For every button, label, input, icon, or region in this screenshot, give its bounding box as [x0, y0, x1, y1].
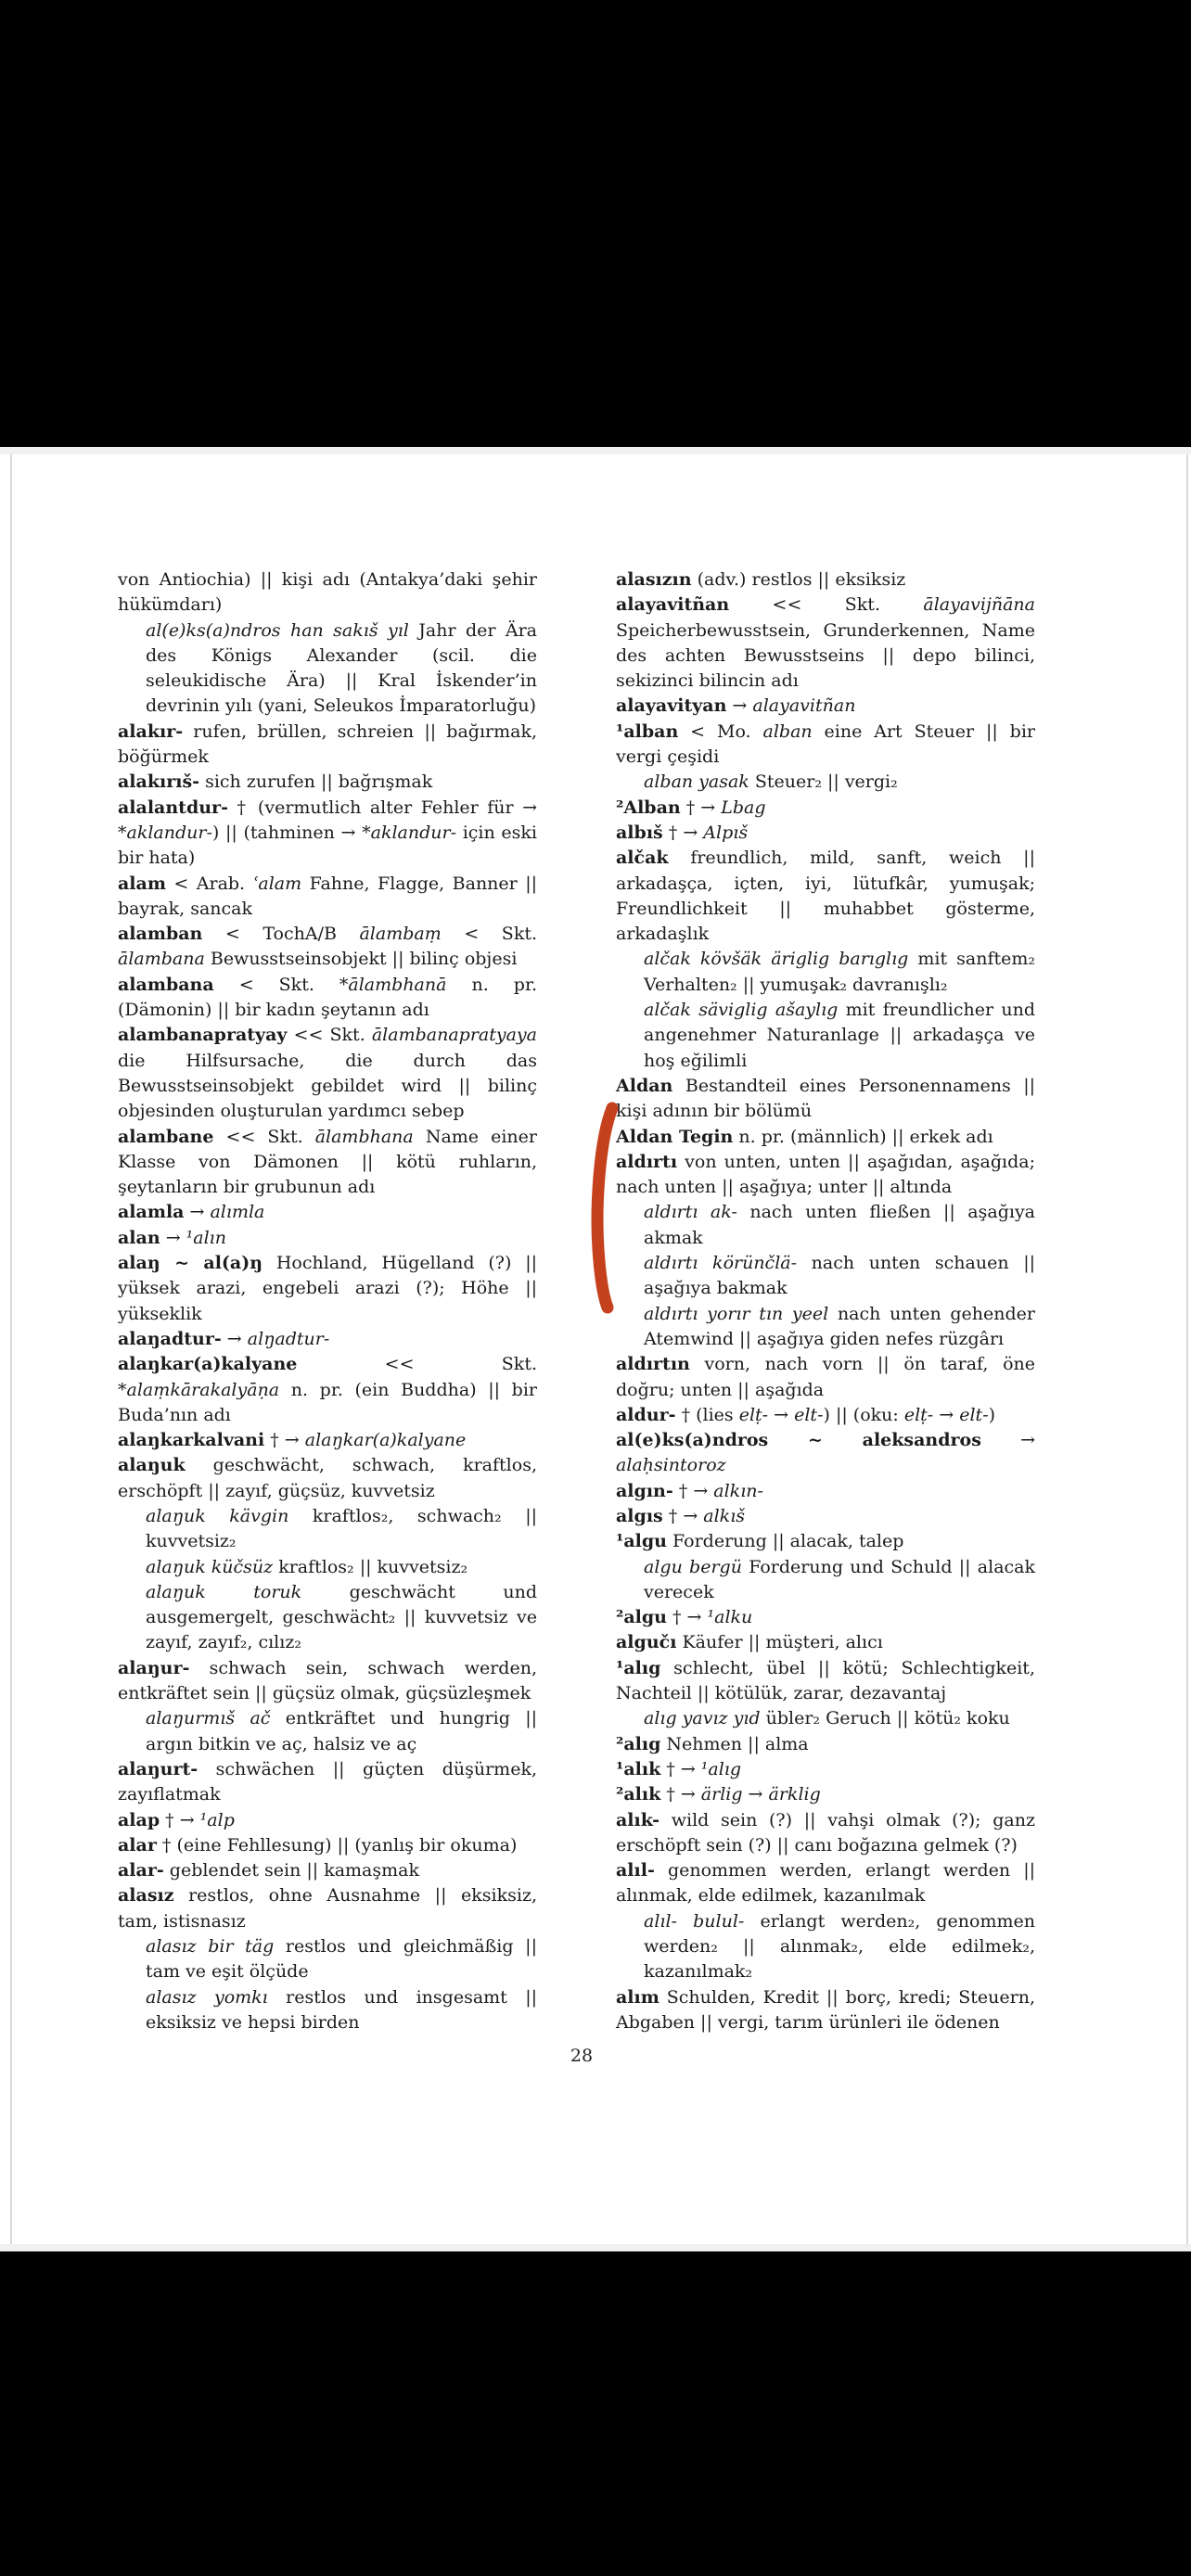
italic-text: alaŋuk küčsüz [146, 1556, 274, 1577]
gloss-text: → [933, 1404, 960, 1425]
gloss-text: << Skt. [213, 1126, 315, 1147]
gloss-text: < TochA/B [202, 924, 360, 945]
italic-text: elṭ- [903, 1404, 934, 1425]
text-column-left [118, 567, 537, 2035]
dictionary-entry [616, 1782, 1035, 1807]
red-pen-stroke [597, 1108, 612, 1307]
italic-text: Lbag [721, 797, 766, 818]
gloss-text: † (lies [675, 1404, 739, 1425]
dictionary-entry [616, 1656, 1035, 1707]
italic-text: ʿalam [252, 873, 302, 894]
gloss-text: → [726, 695, 753, 717]
gloss-text: † → [160, 1809, 200, 1830]
italic-text: alasız bir täg [146, 1936, 275, 1958]
gloss-text: entkräftet und hungrig || argın bitkin ve aç, halsiz ve aç [146, 1708, 537, 1754]
dictionary-entry [118, 1757, 537, 1808]
gloss-text: restlos und gleichmäßig || tam ve eşit ölçüde [146, 1936, 537, 1983]
headword: alasız [118, 1885, 174, 1906]
gloss-text: ) || (oku: [823, 1404, 904, 1425]
gloss-text: Hochland, Hügelland (?) || yüksek arazi, engebeli arazi (?); Höhe || yükseklik [118, 1253, 538, 1324]
headword: aldırtı [616, 1151, 678, 1172]
italic-text: alŋadtur- [247, 1328, 330, 1349]
dictionary-entry [118, 872, 537, 923]
dictionary-subentry [644, 770, 1035, 795]
gloss-text: † → [666, 1607, 708, 1628]
italic-text: ālambanapratyaya [371, 1025, 537, 1046]
dictionary-subentry [146, 1934, 537, 1985]
headword: ²alıg [616, 1733, 661, 1754]
headword: Aldan Tegin [616, 1126, 734, 1147]
headword: alaŋkarkalvani [118, 1430, 265, 1451]
dictionary-entry [118, 1453, 537, 1504]
italic-text: alayavitñan [752, 695, 856, 717]
headword: alaŋ ~ al(a)ŋ [118, 1253, 263, 1274]
gloss-text: → [221, 1328, 248, 1349]
headword: alap [118, 1809, 160, 1830]
gloss-text: † → [264, 1430, 305, 1451]
page-bottom-shadow [0, 2244, 1191, 2251]
gloss-text: Steuer₂ || vergi₂ [749, 772, 898, 793]
italic-text: alıl- bulul- [644, 1910, 745, 1932]
gloss-text: Bestandteil eines Personennamens || kişi adının bir bölümü [616, 1075, 1035, 1122]
dictionary-entry [118, 1352, 537, 1428]
headword: alıl- [616, 1860, 655, 1881]
dictionary-entry [616, 720, 1035, 771]
dictionary-entry [118, 1125, 537, 1201]
page-edge-left [10, 447, 12, 2251]
gloss-text: → [768, 1404, 795, 1425]
gloss-text: mit sanftem₂ Verhalten₂ || yumuşak₂ davranışlı₂ [644, 949, 1035, 995]
headword: algıs [616, 1505, 663, 1526]
gloss-text: kraftlos₂, schwach₂ || kuvvetsiz₂ [146, 1505, 537, 1552]
headword: alım [616, 1986, 660, 2008]
italic-text: alčak säviglig ašaylıg [644, 1000, 839, 1021]
dictionary-subentry [146, 1985, 537, 2036]
dictionary-entry [118, 1251, 537, 1327]
gloss-text: restlos, ohne Ausnahme || eksiksiz, tam, istisnasız [118, 1885, 537, 1932]
dictionary-subentry [146, 1580, 537, 1656]
dictionary-subentry [644, 1302, 1035, 1353]
italic-text: elt- [794, 1404, 824, 1425]
dictionary-entry [616, 1428, 1035, 1479]
dictionary-subentry [644, 1555, 1035, 1606]
headword: alık- [616, 1809, 660, 1830]
dictionary-subentry [644, 1706, 1035, 1731]
dictionary-entry [118, 1858, 537, 1883]
headword: alar [118, 1834, 157, 1855]
dictionary-entry [118, 1327, 537, 1352]
italic-text: ālambana [118, 949, 205, 970]
gloss-text: rufen, brüllen, schreien || bağırmak, böğürmek [118, 721, 537, 768]
gloss-text: † → [660, 1758, 701, 1779]
italic-text: alaŋuk toruk [146, 1581, 302, 1602]
gloss-text: von unten, unten || aşağıdan, aşağıda; nach unten || aşağıya; unter || altında [616, 1151, 1035, 1198]
italic-text: ¹alın [186, 1227, 226, 1248]
letterbox-bottom [0, 2251, 1191, 2576]
gloss-text: nach unten schauen || aşağıya bakmak [644, 1253, 1035, 1299]
dictionary-subentry [146, 1555, 537, 1580]
dictionary-entry [616, 567, 1035, 593]
headword: ¹alıg [616, 1657, 661, 1678]
gloss-text: Schulden, Kredit || borç, kredi; Steuern, Abgaben || vergi, tarım ürünleri ile ödenen [616, 1986, 1035, 2033]
gloss-text: Jahr der Ära des Königs Alexander (scil. die seleukidische Ära) || Kral İskender’in devrinin yılı (yani, Seleukos İmparatorluğu) [146, 619, 537, 717]
dictionary-entry [616, 1630, 1035, 1655]
italic-text: elṭ- [738, 1404, 769, 1425]
headword: alambanapratyay [118, 1025, 288, 1046]
headword: ¹algu [616, 1531, 667, 1552]
dictionary-entry [118, 1200, 537, 1225]
gloss-text: übler₂ Geruch || kötü₂ koku [760, 1708, 1010, 1729]
italic-text: ālambhanā [348, 974, 447, 995]
headword: alaŋkar(a)kalyane [118, 1354, 298, 1375]
italic-text: alıg yavız yıd [644, 1708, 761, 1729]
dictionary-entry [616, 1808, 1035, 1859]
headword: Aldan [616, 1075, 673, 1096]
gloss-text: die Hilfsursache, die durch das Bewusstseinsobjekt gebildet wird || bilinç objesinden oluşturulan yardımcı sebep [118, 1050, 537, 1122]
italic-text: ālayavijñāna [923, 594, 1035, 616]
dictionary-entry [616, 1125, 1035, 1150]
dictionary-entry [616, 1985, 1035, 2036]
italic-text: aklandur- [126, 822, 212, 843]
headword: alaŋur- [118, 1657, 190, 1678]
gloss-text: † (vermutlich alter Fehler für → * [118, 797, 537, 843]
gloss-text: << Skt. * [118, 1354, 537, 1400]
gloss-text: schwach sein, schwach werden, entkräftet sein || güçsüz olmak, güçsüzleşmek [118, 1657, 537, 1704]
headword: ¹alık [616, 1758, 661, 1779]
gloss-text: restlos und insgesamt || eksiksiz ve hepsi birden [146, 1986, 538, 2033]
gloss-text: mit freundlicher und angenehmer Naturanlage || arkadaşça ve hoş eğilimli [644, 1000, 1035, 1071]
dictionary-subentry [146, 618, 537, 720]
dictionary-entry [118, 1428, 537, 1453]
gloss-text: Käufer || müşteri, alıcı [676, 1632, 883, 1653]
gloss-text: < Skt. [441, 924, 538, 945]
gloss-text: < Mo. [678, 721, 763, 742]
dictionary-entry [118, 1023, 537, 1124]
letterbox-top [0, 0, 1191, 447]
dictionary-entry [118, 922, 537, 973]
gloss-text: † → [680, 797, 722, 818]
italic-text: alımla [210, 1202, 265, 1223]
italic-text: aldırtı ak- [644, 1202, 737, 1223]
gloss-text: → [184, 1202, 211, 1223]
dictionary-entry [118, 567, 537, 618]
dictionary-subentry [644, 998, 1035, 1074]
dictionary-entry [616, 1605, 1035, 1630]
italic-text: al(e)ks(a)ndros han sakıš yıl [146, 619, 409, 641]
italic-text: alkıš [703, 1505, 746, 1526]
headword: alaŋurt- [118, 1758, 198, 1779]
headword: ²algu [616, 1607, 667, 1628]
dictionary-subentry [146, 1706, 537, 1757]
italic-text: algu bergü [644, 1556, 742, 1577]
dictionary-entry [118, 1808, 537, 1833]
gloss-text: n. pr. (Dämonin) || bir kadın şeytanın adı [118, 974, 537, 1021]
gloss-text: geschwächt, schwach, kraftlos, erschöpft || zayıf, güçsüz, kuvvetsiz [118, 1455, 537, 1501]
dictionary-entry [616, 1858, 1035, 1909]
dictionary-entry [118, 1883, 537, 1934]
italic-text: ärlig [700, 1784, 743, 1805]
dictionary-entry [118, 770, 537, 795]
dictionary-subentry [644, 1251, 1035, 1302]
headword: alan [118, 1227, 160, 1248]
gloss-text: † → [660, 1784, 701, 1805]
headword: algın- [616, 1480, 673, 1501]
dictionary-entry [118, 1833, 537, 1858]
gloss-text: < Arab. [165, 873, 253, 894]
gloss-text: → [742, 1784, 769, 1805]
headword: ¹alban [616, 721, 679, 742]
italic-text: alasız yomkı [146, 1986, 268, 2008]
dictionary-subentry [644, 1200, 1035, 1251]
gloss-text: schlecht, übel || kötü; Schlechtigkeit, Nachteil || kötülük, zarar, dezavantaj [616, 1657, 1035, 1704]
headword: alayavityan [616, 695, 727, 717]
gloss-text: << Skt. [729, 594, 924, 616]
italic-text: alkın- [713, 1480, 763, 1501]
dictionary-subentry [644, 947, 1035, 998]
gloss-text: freundlich, mild, sanft, weich || arkadaşça, içten, iyi, lütufkâr, yumuşak; Freundlichkeit || muhabbet gösterme, arkadaşlık [616, 848, 1035, 945]
gloss-text: † → [662, 822, 704, 843]
gloss-text: erlangt werden₂, genommen werden₂ || alınmak₂, elde edilmek₂, kazanılmak₂ [644, 1910, 1035, 1983]
dictionary-subentry [146, 1504, 537, 1555]
gloss-text: n. pr. (männlich) || erkek adı [733, 1126, 993, 1147]
gloss-text: † → [672, 1480, 714, 1501]
headword: ²Alban [616, 797, 681, 818]
dictionary-entry [616, 821, 1035, 846]
gloss-text: için eski bir hata) [118, 822, 537, 869]
dictionary-entry [118, 796, 537, 872]
headword: alambana [118, 974, 214, 995]
page-top-shadow [0, 447, 1191, 454]
dictionary-entry [616, 846, 1035, 947]
headword: alamla [118, 1202, 185, 1223]
text-column-right [616, 567, 1035, 2035]
gloss-text: wild sein (?) || vahşi olmak (?); ganz erschöpft sein (?) || canı boğazına gelmek (?) [616, 1809, 1035, 1855]
page-number: 28 [570, 2046, 594, 2066]
gloss-text: → [160, 1227, 186, 1248]
gloss-text: Forderung und Schuld || alacak verecek [644, 1556, 1036, 1602]
italic-text: ālambhana [314, 1126, 414, 1147]
headword: alayavitñan [616, 594, 730, 616]
gloss-text: von Antiochia) || kişi adı (Antakya’daki şehir hükümdarı) [118, 569, 537, 616]
dictionary-entry [616, 694, 1035, 719]
italic-text: alban [762, 721, 813, 742]
headword: alar- [118, 1860, 164, 1881]
dictionary-entry [616, 1504, 1035, 1529]
dictionary-entry [616, 1757, 1035, 1782]
gloss-text: geschwächt und ausgemergelt, geschwächt₂ || kuvvetsiz ve zayıf, zayıf₂, cılız₂ [146, 1581, 537, 1653]
gloss-text: † → [662, 1505, 704, 1526]
italic-text: aklandur- [370, 822, 457, 843]
gloss-text: ) [988, 1404, 996, 1425]
gloss-text: eine Art Steuer || bir vergi çeşidi [616, 721, 1035, 768]
gloss-text: Forderung || alacak, talep [666, 1531, 904, 1552]
italic-text: ärklig [768, 1784, 821, 1805]
gloss-text: nach unten gehender Atemwind || aşağıya giden nefes rüzgârı [644, 1303, 1036, 1349]
gloss-text: (adv.) restlos || eksiksiz [691, 569, 906, 590]
gloss-text: geblendet sein || kamaşmak [163, 1860, 419, 1881]
dictionary-entry [616, 1352, 1035, 1403]
headword: ²alık [616, 1784, 661, 1805]
headword: alčak [616, 848, 669, 869]
italic-text: alban yasak [644, 772, 749, 793]
headword: albıš [616, 822, 663, 843]
italic-text: ālambaṃ [359, 924, 442, 945]
gloss-text: sich zurufen || bağrışmak [199, 772, 433, 793]
headword: alakırıš- [118, 772, 200, 793]
page-edge-right [1186, 447, 1188, 2251]
dictionary-entry [616, 593, 1035, 694]
italic-text: ¹alp [199, 1809, 235, 1830]
gloss-text: † (eine Fehllesung) || (yanlış bir okuma) [156, 1834, 518, 1855]
headword: alamban [118, 924, 203, 945]
italic-text: alčak kövšäk äriglig barıglıg [644, 949, 909, 970]
dictionary-entry [616, 1150, 1035, 1201]
headword: alasızın [616, 569, 692, 590]
gloss-text: nach unten fließen || aşağıya akmak [644, 1202, 1036, 1248]
headword: algučı [616, 1632, 677, 1653]
dictionary-entry [118, 1656, 537, 1707]
gloss-text: genommen werden, erlangt werden || alınmak, elde edilmek, kazanılmak [616, 1860, 1035, 1906]
italic-text: aldırtı körünčlä- [644, 1253, 798, 1274]
italic-text: alaŋurmıš ač [146, 1708, 271, 1729]
italic-text: ¹alku [707, 1607, 753, 1628]
italic-text: Alpıš [703, 822, 749, 843]
italic-text: alaŋkar(a)kalyane [304, 1430, 467, 1451]
dictionary-subentry [644, 1909, 1035, 1985]
gloss-text: n. pr. (ein Buddha) || bir Buda’nın adı [118, 1379, 537, 1425]
gloss-text: Name einer Klasse von Dämonen || kötü ruhların, şeytanların bir grubunun adı [118, 1126, 537, 1198]
italic-text: alaṃkārakalyāṇa [126, 1379, 280, 1400]
italic-text: ¹alıg [700, 1758, 742, 1779]
headword: alalantdur- [118, 797, 228, 818]
dictionary-entry [616, 1529, 1035, 1554]
dictionary-entry [118, 1226, 537, 1251]
headword: aldur- [616, 1404, 676, 1425]
italic-text: elt- [959, 1404, 989, 1425]
gloss-text: Bewusstseinsobjekt || bilinç objesi [204, 949, 518, 970]
dictionary-page [0, 447, 1191, 2251]
headword: alam [118, 873, 166, 894]
dictionary-entry [616, 1403, 1035, 1428]
headword: alaŋuk [118, 1455, 186, 1476]
gloss-text: Nehmen || alma [660, 1733, 809, 1754]
gloss-text: vorn, nach vorn || ön taraf, öne doğru; unten || aşağıda [616, 1354, 1035, 1400]
dictionary-entry [616, 1732, 1035, 1757]
gloss-text: < Skt. * [213, 974, 349, 995]
dictionary-entry [616, 1479, 1035, 1504]
dictionary-entry [118, 973, 537, 1024]
gloss-text: ) || (tahminen → * [211, 822, 371, 843]
headword: aldırtın [616, 1354, 690, 1375]
italic-text: alaŋuk kävgin [146, 1505, 289, 1526]
italic-text: alaḥsintoroz [616, 1455, 726, 1476]
gloss-text: Speicherbewusstsein, Grunderkennen, Name des achten Bewusstseins || depo bilinci, sekizinci bilincin adı [616, 619, 1035, 692]
dictionary-entry [616, 796, 1035, 821]
dictionary-entry [118, 720, 537, 771]
headword: alaŋadtur- [118, 1328, 222, 1349]
gloss-text: << Skt. [287, 1025, 372, 1046]
headword: al(e)ks(a)ndros ~ aleksandros [616, 1430, 981, 1451]
gloss-text: Fahne, Flagge, Banner || bayrak, sancak [118, 873, 537, 919]
gloss-text: kraftlos₂ || kuvvetsiz₂ [273, 1556, 468, 1577]
headword: alambane [118, 1126, 214, 1147]
gloss-text: → [980, 1430, 1035, 1451]
headword: alakır- [118, 721, 184, 742]
dictionary-entry [616, 1074, 1035, 1125]
gloss-text: schwächen || güçten düşürmek, zayıflatmak [118, 1758, 537, 1805]
italic-text: aldırtı yorır tın yeel [644, 1303, 829, 1324]
